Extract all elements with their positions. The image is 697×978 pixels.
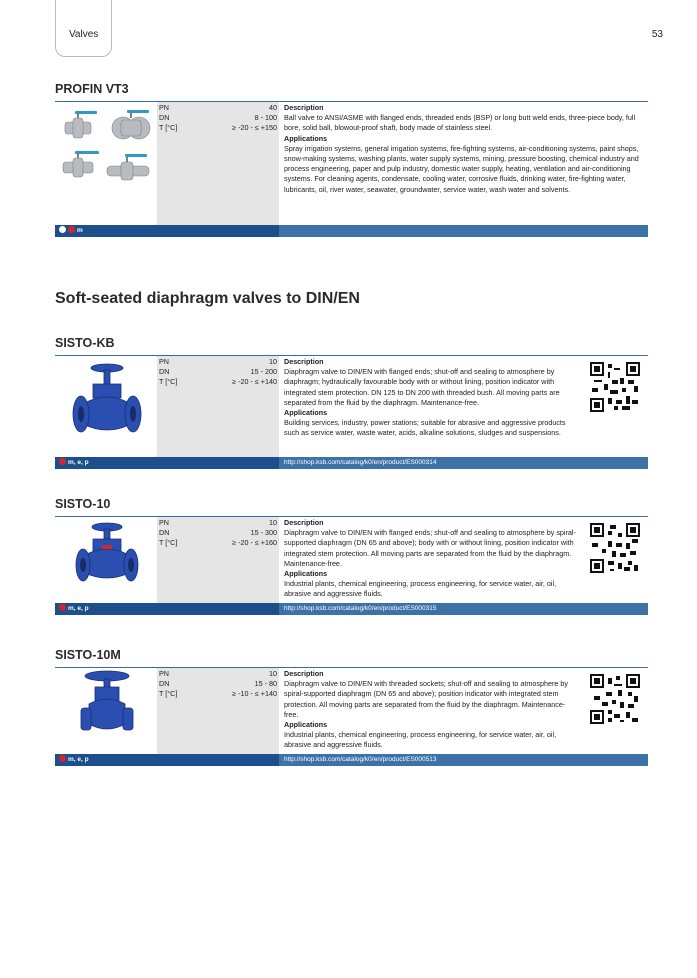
section-tab bbox=[55, 0, 112, 57]
parameter-table bbox=[157, 356, 279, 457]
product-description bbox=[279, 102, 648, 225]
applications-heading: Applications bbox=[284, 133, 328, 143]
product-profin-vt3 bbox=[55, 82, 648, 237]
description-heading: Description bbox=[284, 103, 324, 112]
parameter-table bbox=[157, 517, 279, 603]
parameter-table bbox=[157, 102, 279, 225]
param-temperature: T [°C] ≥ -20 - ≤ +160 bbox=[159, 538, 277, 548]
param-dn: DN 15 - 200 bbox=[159, 367, 277, 377]
param-pn: PN 10 bbox=[159, 669, 277, 678]
product-link[interactable]: http://shop.ksb.com/catalog/k0/en/product/ES000315 bbox=[279, 603, 648, 615]
param-temperature: T [°C] ≥ -20 - ≤ +140 bbox=[159, 377, 277, 387]
param-temperature: T [°C] ≥ -10 - ≤ +140 bbox=[159, 689, 277, 699]
description-text: Diaphragm valve to DIN/EN with threaded sockets; shut-off and sealing to atmosphere by spiral-supported diaphragm (DN 65 and above); position indicator with integrated stem protection. All moving parts are separated from the fluid by the diaphragm. Maintenance-free. bbox=[284, 679, 568, 719]
material-codes: m, e, p bbox=[68, 756, 89, 763]
applications-text: Building services, industry, power stations; suitable for abrasive and aggressive products such as service water, waste water, acids, alkaline solutions, sludges and suspensions. bbox=[284, 418, 566, 438]
product-link[interactable]: http://shop.ksb.com/catalog/k0/en/product/ES000513 bbox=[279, 754, 648, 766]
product-footer-bar bbox=[55, 457, 648, 469]
param-dn: DN 8 - 100 bbox=[159, 113, 277, 123]
product-image bbox=[55, 517, 157, 603]
param-pn: PN 10 bbox=[159, 357, 277, 366]
white-dot-icon bbox=[59, 226, 66, 233]
product-link[interactable]: http://shop.ksb.com/catalog/k0/en/product/ES000314 bbox=[279, 457, 648, 469]
product-title: SISTO-10M bbox=[55, 648, 121, 662]
product-footer-bar bbox=[55, 603, 648, 615]
description-heading: Description bbox=[284, 357, 324, 366]
param-temperature: T [°C] ≥ -20 - ≤ +150 bbox=[159, 123, 277, 133]
product-title: SISTO-KB bbox=[55, 336, 115, 350]
product-title: PROFIN VT3 bbox=[55, 82, 129, 96]
product-footer-bar bbox=[55, 754, 648, 766]
product-sisto-10 bbox=[55, 497, 648, 615]
product-title: SISTO-10 bbox=[55, 497, 111, 511]
parameter-table bbox=[157, 668, 279, 754]
red-dot-icon bbox=[59, 458, 66, 465]
param-pn: PN 10 bbox=[159, 518, 277, 527]
qr-code-icon[interactable] bbox=[590, 362, 640, 412]
product-link[interactable] bbox=[279, 225, 648, 237]
applications-heading: Applications bbox=[284, 569, 328, 579]
applications-text: Industrial plants, chemical engineering, process engineering, for service water, air, oil, abrasive and aggressive fluids. bbox=[284, 730, 557, 750]
product-image bbox=[55, 356, 157, 457]
param-dn: DN 15 - 80 bbox=[159, 679, 277, 689]
product-sisto-10m bbox=[55, 648, 648, 766]
applications-text: Industrial plants, chemical engineering, process engineering, for service water, air, oil, abrasive and aggressive fluids. bbox=[284, 579, 557, 599]
product-footer-bar bbox=[55, 225, 648, 237]
param-pn: PN 40 bbox=[159, 103, 277, 112]
material-codes: m, e, p bbox=[68, 459, 89, 466]
qr-code-icon[interactable] bbox=[590, 523, 640, 573]
product-image bbox=[55, 102, 157, 225]
red-dot-icon bbox=[59, 755, 66, 762]
qr-code-icon[interactable] bbox=[590, 674, 640, 724]
red-dot-icon bbox=[68, 226, 75, 233]
page-number: 53 bbox=[651, 29, 663, 40]
description-heading: Description bbox=[284, 518, 324, 527]
description-heading: Description bbox=[284, 669, 324, 678]
section-tab-label: Valves bbox=[69, 29, 99, 40]
applications-text: Spray irrigation systems, general irrigation systems, fire-fighting systems, air-conditioning systems, paint shops, snow-making systems, washing plants, water supply systems, mining, pressure boosting, chemical industry and process engineering, paper and pulp industry, domestic water supply, heating, ventilation and air-conditioning systems. For cleaning agents, condensate, cooling water, corrosive fluids, drinking water, fire-fighting water, lubricants, oil, river water, seawater, groundwater, service water, wash water and solvents. bbox=[284, 143, 639, 194]
product-sisto-kb bbox=[55, 336, 648, 469]
param-dn: DN 15 - 300 bbox=[159, 528, 277, 538]
applications-heading: Applications bbox=[284, 720, 328, 730]
material-codes: m bbox=[77, 227, 83, 234]
material-codes: m, e, p bbox=[68, 605, 89, 612]
description-text: Ball valve to ANSI/ASME with flanged ends, threaded ends (BSP) or long butt weld ends, three-piece body, full bore, solid ball, blowout-proof shaft, body made of stainless steel. bbox=[284, 113, 636, 133]
description-text: Diaphragm valve to DIN/EN with flanged ends; shut-off and sealing to atmosphere by spiral-supported diaphragm (DN 65 and above); body with or without lining, position indicator with integrated stem protection. All moving parts are separated from the fluid by the diaphragm. Maintenance-free. bbox=[284, 528, 576, 568]
product-image bbox=[55, 668, 157, 754]
red-dot-icon bbox=[59, 604, 66, 611]
applications-heading: Applications bbox=[284, 408, 328, 418]
section-heading: Soft-seated diaphragm valves to DIN/EN bbox=[55, 290, 360, 307]
description-text: Diaphragm valve to DIN/EN with flanged ends; shut-off and sealing to atmosphere by diaphragm; hydraulically favourable body with or without lining, position indicator with integrated stem protection. DN 125 to DN 200 with threaded bush. All moving parts are separated from the fluid by the diaphragm. Maintenance-free. bbox=[284, 367, 560, 407]
